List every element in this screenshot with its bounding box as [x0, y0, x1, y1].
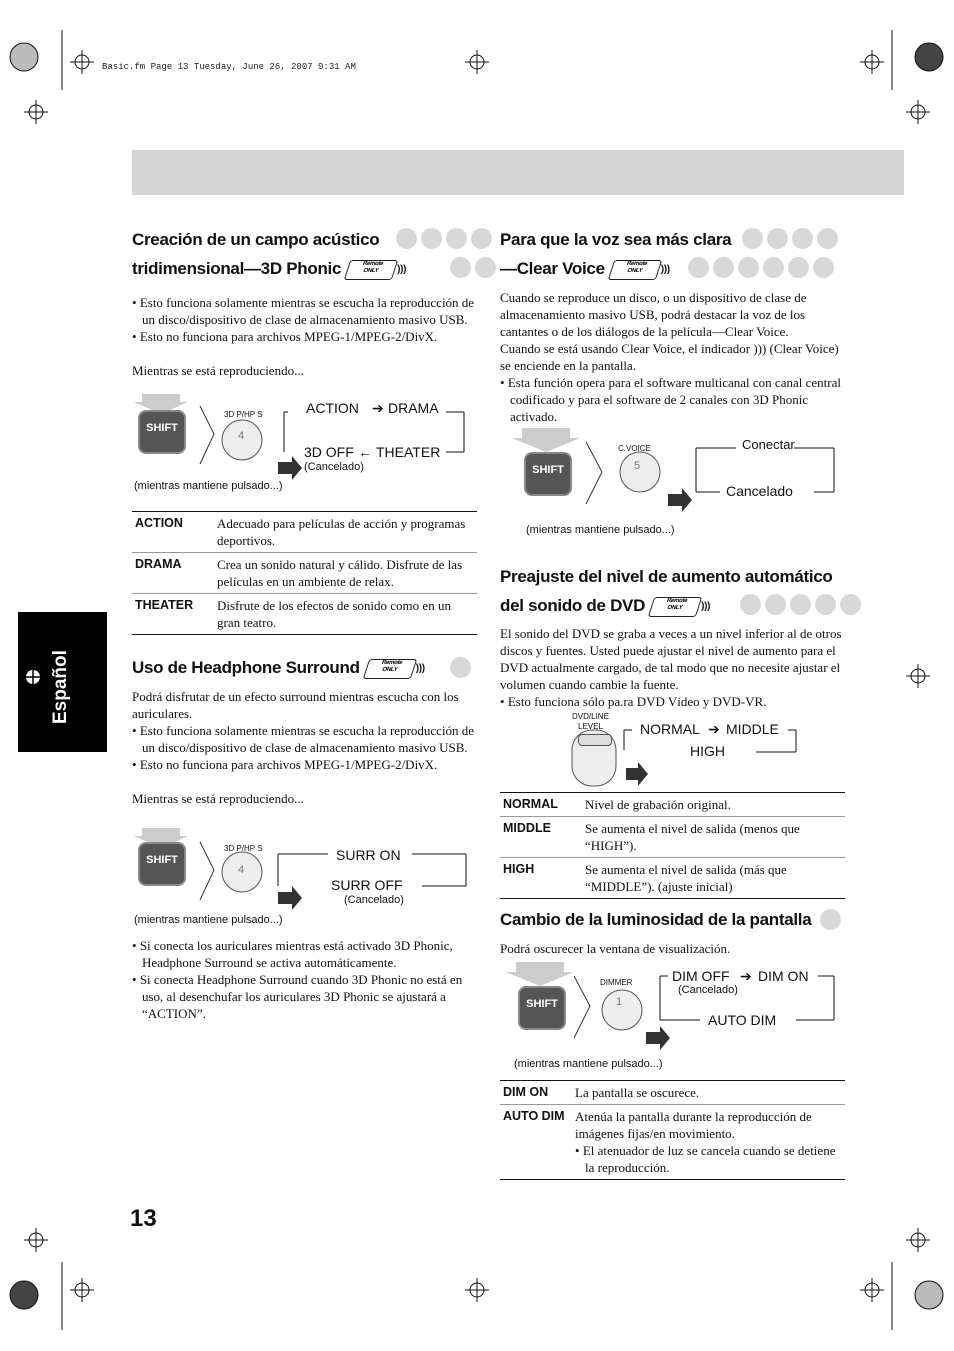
signal-waves-icon: )))	[701, 601, 711, 613]
section-headphone-surround	[132, 653, 477, 807]
flow-action: ACTION	[306, 400, 359, 416]
title-dots	[742, 228, 838, 249]
flow-3d-off: 3D OFF	[304, 444, 354, 460]
holding-note: (mientras mantiene pulsado...)	[134, 480, 283, 492]
dvd-level-button[interactable]	[578, 734, 612, 746]
level-table	[500, 792, 845, 899]
key-label: LEVEL	[578, 722, 603, 731]
section-title: Para que la voz sea más clara —Clear Voice Remote ONLY )))	[500, 225, 845, 284]
signal-waves-icon: )))	[415, 663, 425, 675]
flow-theater: THEATER	[376, 444, 441, 460]
remote-only-icon: Remote ONLY	[608, 260, 662, 280]
flow-surr-off: SURR OFF	[331, 877, 403, 893]
holding-note: (mientras mantiene pulsado...)	[134, 914, 283, 926]
body-text: Cuando se reproduce un disco, o un dispositivo de clase de almacenamiento masivo USB, podrá destacar la voz de los cantantes o de los diálogos de la película—Clear Voice.	[500, 290, 807, 340]
diagram-clear-voice	[510, 428, 850, 542]
section-clear-voice	[500, 225, 845, 425]
key-5-button[interactable]: 5	[634, 460, 641, 472]
language-label: Español	[50, 650, 71, 724]
table-row: ACTION Adecuado para películas de acción y programas deportivos.	[132, 512, 477, 553]
body-text: El sonido del DVD se graba a veces a un nivel inferior al de otros discos y fuentes. Usted puede ajustar el nivel de aumento para el DVD actualmente cargado, de tal modo que no necesite ajustar el volumen cuando cambie la fuente.	[500, 626, 842, 693]
section-title: Creación de un campo acústico tridimensional—3D Phonic Remote ONLY )))	[132, 225, 477, 284]
title-dots	[396, 228, 492, 249]
intro-text: Podrá disfrutar de un efecto surround mientras escucha con los auriculares.	[132, 689, 459, 722]
flow-connect: Conectar	[742, 437, 795, 452]
shift-button[interactable]: SHIFT	[138, 842, 186, 886]
remote-only-icon: Remote ONLY	[648, 597, 702, 617]
bullet-list: • Esto funciona solamente mientras se escucha la reproducción de un disco/dispositivo de clase de almacenamiento masivo USB. • Esto no funciona para archivos MPEG-1/MPEG-2/DivX.	[132, 722, 477, 773]
table-row: HIGH Se aumenta el nivel de salida (más que “MIDDLE”). (ajuste inicial)	[500, 858, 845, 899]
cancelled-note: (Cancelado)	[344, 894, 404, 906]
arrow-icon: ➔	[708, 721, 720, 737]
title-dots	[688, 257, 834, 278]
section-dimmer	[500, 905, 845, 957]
title-dots	[820, 909, 841, 930]
table-row: NORMAL Nivel de grabación original.	[500, 793, 845, 817]
holding-note: (mientras mantiene pulsado...)	[514, 1058, 663, 1070]
cancelled-note: (Cancelado)	[678, 984, 738, 996]
instruction-text: Mientras se está reproduciendo...	[132, 791, 304, 807]
title-dots	[450, 657, 471, 678]
flow-normal: NORMAL	[640, 721, 700, 737]
table-row: AUTO DIM Atenúa la pantalla durante la reproducción de imágenes fijas/en movimiento. • El atenuador de luz se cancela cuando se detiene la reproducción.	[500, 1105, 845, 1180]
bullet-list: • Si conecta los auriculares mientras está activado 3D Phonic, Headphone Surround se activa automáticamente. • Si conecta Headphone Surround cuando 3D Phonic no está en uso, al desenchufar los auriculares 3D Phonic se ajustará a “ACTION”.	[132, 937, 477, 1022]
title-dots	[740, 594, 861, 615]
page-number: 13	[130, 1205, 157, 1232]
diagram-dvd-level	[568, 710, 808, 788]
key-4-button[interactable]: 4	[238, 864, 245, 876]
instruction-text: Mientras se está reproduciendo...	[132, 363, 304, 379]
remote-only-icon: Remote ONLY	[362, 659, 416, 679]
section-3d-phonic	[132, 225, 477, 379]
section-dvd-level	[500, 562, 845, 710]
shift-button[interactable]: SHIFT	[518, 986, 566, 1030]
flow-high: HIGH	[690, 743, 725, 759]
key-1-button[interactable]: 1	[616, 996, 623, 1008]
body-text: Podrá oscurecer la ventana de visualización.	[500, 941, 731, 956]
signal-waves-icon: )))	[397, 264, 407, 276]
flow-dim-off: DIM OFF	[672, 968, 730, 984]
key-label: DVD/LINE	[572, 712, 609, 721]
shift-button[interactable]: SHIFT	[138, 410, 186, 454]
bullet-list: • Esto funciona sólo pa.ra DVD Vídeo y DVD-VR.	[500, 693, 845, 710]
bullet-list: • Esto funciona solamente mientras se escucha la reproducción de un disco/dispositivo de clase de almacenamiento masivo USB. • Esto no funciona para archivos MPEG-1/MPEG-2/DivX.	[132, 294, 477, 345]
table-row: MIDDLE Se aumenta el nivel de salida (menos que “HIGH”).	[500, 817, 845, 858]
holding-note: (mientras mantiene pulsado...)	[526, 524, 675, 536]
shift-button[interactable]: SHIFT	[524, 452, 572, 496]
table-row: DIM ON La pantalla se oscurece.	[500, 1081, 845, 1105]
key-label: C.VOICE	[618, 444, 651, 453]
section-title: Preajuste del nivel de aumento automático del sonido de DVD Remote ONLY )))	[500, 562, 845, 621]
key-label: 3D P/HP S	[224, 844, 263, 853]
section-title: Uso de Headphone Surround Remote ONLY )))	[132, 653, 477, 683]
diagram-3d-phonic	[132, 392, 477, 496]
title-dots	[450, 257, 496, 278]
flow-middle: MIDDLE	[726, 721, 779, 737]
key-label: DIMMER	[600, 978, 633, 987]
flow-drama: DRAMA	[388, 400, 439, 416]
table-row: DRAMA Crea un sonido natural y cálido. Disfrute de las películas en un ambiente de relax.	[132, 553, 477, 594]
arrow-left-icon: ←	[358, 444, 372, 460]
arrow-icon: ➔	[372, 400, 384, 416]
key-label: 3D P/HP S	[224, 410, 263, 419]
bullet-list: • Esta función opera para el software multicanal con canal central codificado y para el software de 2 canales con 3D Phonic activado.	[500, 374, 845, 425]
notes	[132, 937, 477, 1022]
diagram-dimmer	[504, 962, 844, 1076]
flow-surr-on: SURR ON	[336, 847, 401, 863]
file-header: Basic.fm Page 13 Tuesday, June 26, 2007 9:31 AM	[102, 62, 356, 72]
flow-cancelled: Cancelado	[726, 483, 793, 499]
remote-only-icon: Remote ONLY	[344, 260, 398, 280]
flow-dim-on: DIM ON	[758, 968, 809, 984]
mode-table	[132, 511, 477, 635]
signal-waves-icon: )))	[660, 264, 670, 276]
table-row: THEATER Disfrute de los efectos de sonido como en un gran teatro.	[132, 594, 477, 635]
body-text: Cuando se está usando Clear Voice, el indicador ))) (Clear Voice) se enciende en la pantalla.	[500, 341, 839, 374]
arrow-icon: ➔	[740, 968, 752, 984]
cancelled-note: (Cancelado)	[304, 461, 364, 473]
flow-auto-dim: AUTO DIM	[708, 1012, 777, 1028]
diagram-headphone	[132, 828, 477, 932]
key-4-button[interactable]: 4	[238, 430, 245, 442]
section-title: Cambio de la luminosidad de la pantalla	[500, 910, 812, 929]
dimmer-table	[500, 1080, 845, 1180]
